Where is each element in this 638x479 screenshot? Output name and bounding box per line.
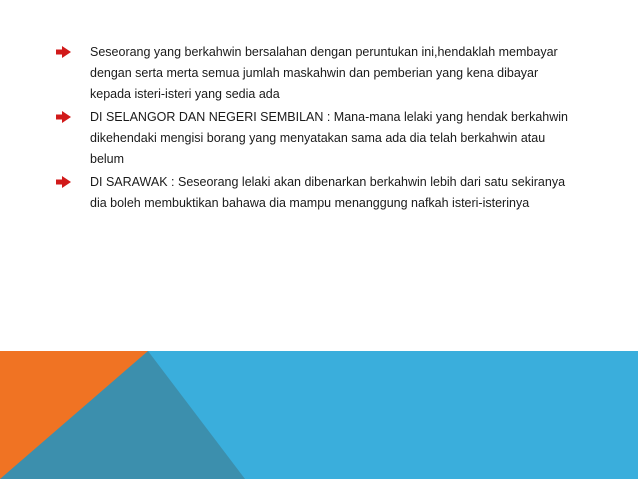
bullet-item-2 xyxy=(56,107,576,170)
bullet-item-3 xyxy=(56,172,576,214)
bullet-item-1 xyxy=(56,42,576,105)
red-arrow-icon xyxy=(56,111,71,123)
red-arrow-icon xyxy=(56,46,71,58)
bullet-text: DI SELANGOR DAN NEGERI SEMBILAN : Mana-mana lelaki yang hendak berkahwin dikehendaki mengisi borang yang menyatakan sama ada dia telah berkahwin atau belum xyxy=(90,110,568,166)
bullet-text: DI SARAWAK : Seseorang lelaki akan dibenarkan berkahwin lebih dari satu sekiranya dia boleh membuktikan bahawa dia mampu menanggung nafkah isteri-isterinya xyxy=(90,175,566,210)
bullet-text: Seseorang yang berkahwin bersalahan dengan peruntukan ini,hendaklah membayar dengan serta merta semua jumlah maskahwin dan pemberian yang kena dibayar kepada isteri-isteri yang sedia ada xyxy=(90,45,558,101)
decorative-footer-band xyxy=(0,351,638,479)
bullet-list xyxy=(56,42,576,216)
red-arrow-icon xyxy=(56,176,71,188)
